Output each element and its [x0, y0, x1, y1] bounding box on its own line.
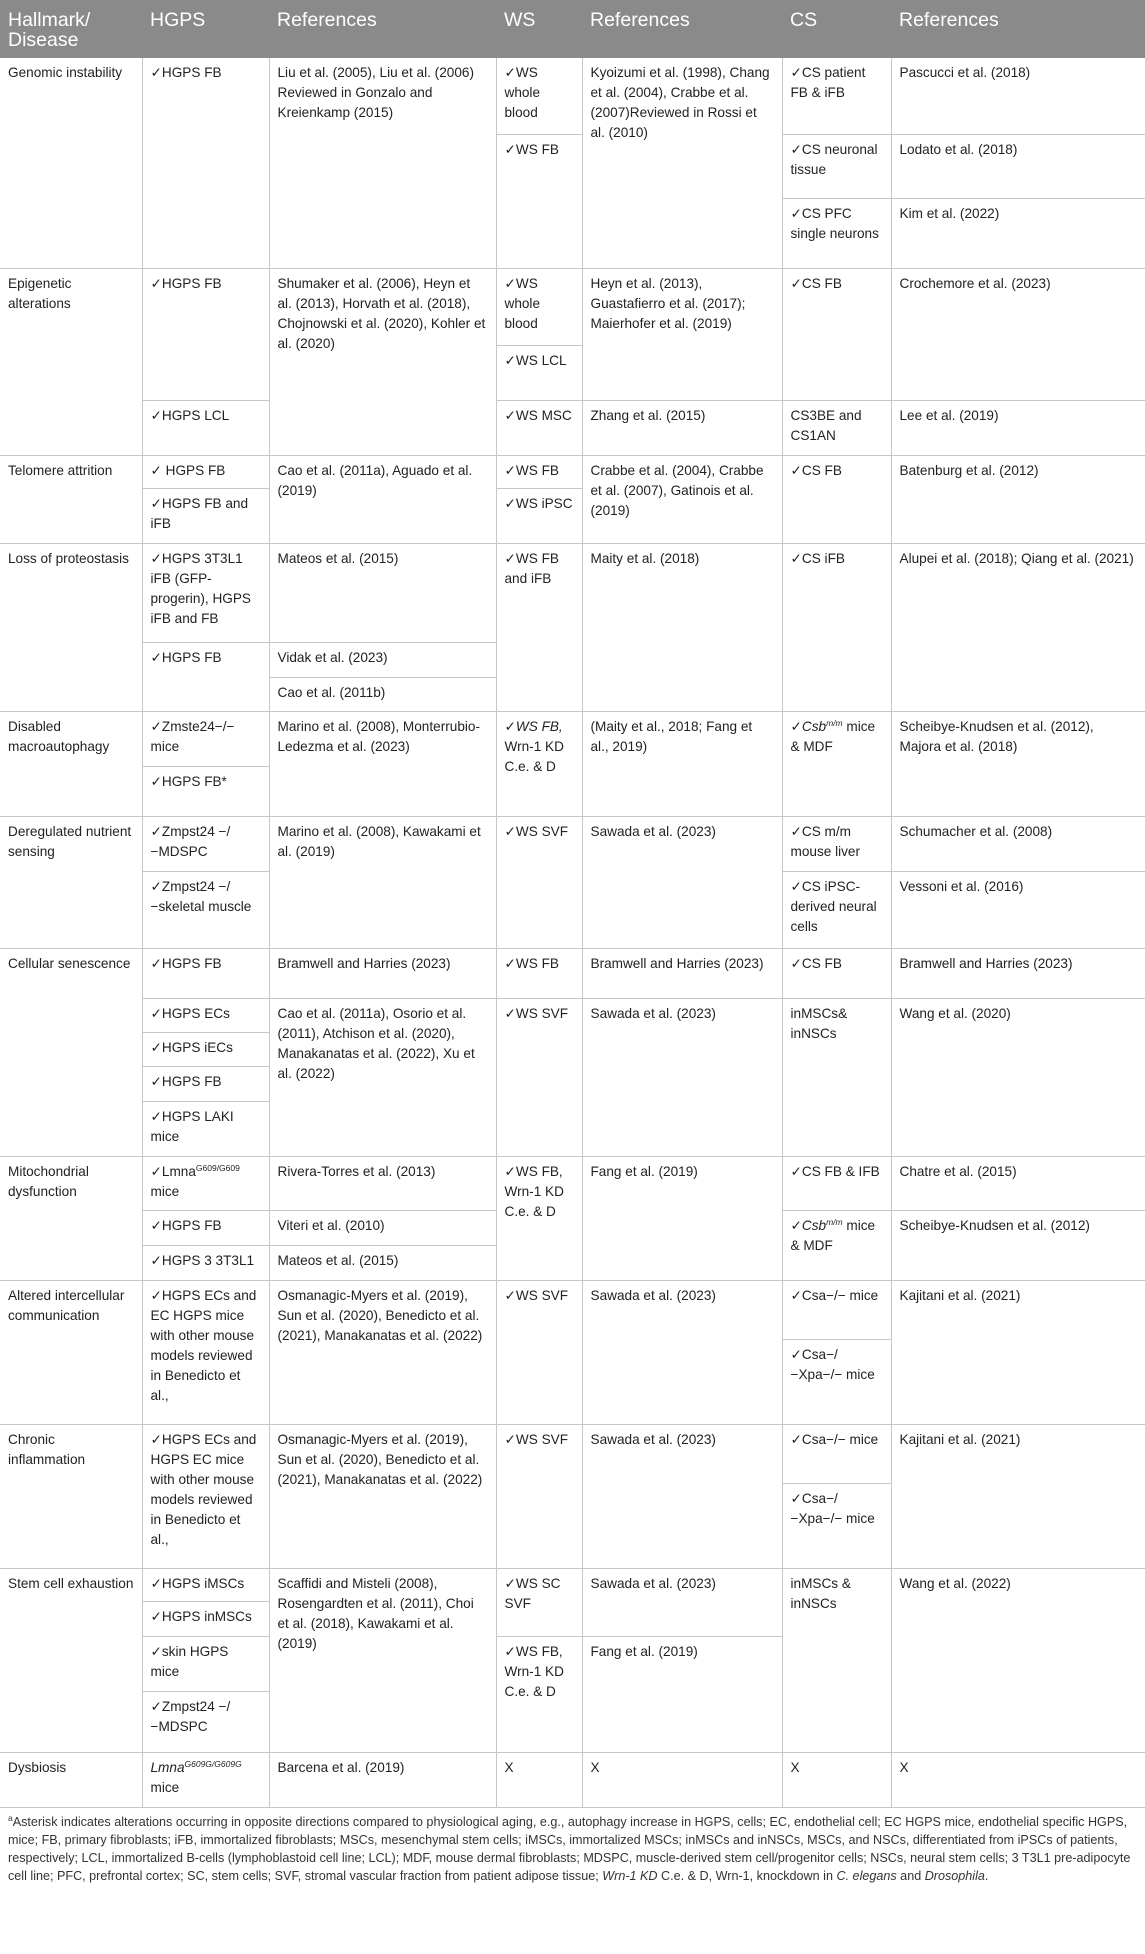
footnote-italic-celegans: C. elegans	[836, 1869, 897, 1883]
hgps-cell: ✓ HGPS FB	[142, 455, 269, 489]
ws-fb-italic: ✓WS FB,	[504, 719, 563, 735]
cs-ref-cell: X	[891, 1753, 1145, 1808]
ws-cell: ✓WS FB, Wrn-1 KD C.e. & D	[496, 1156, 582, 1280]
ws-ref-cell: (Maity et al., 2018; Fang et al., 2019)	[582, 712, 782, 817]
hgps-cell: ✓HGPS LCL	[142, 400, 269, 455]
hallmark-cell: Disabled macroautophagy	[0, 712, 142, 817]
csb-mice-text: mice & MDF	[790, 1218, 876, 1254]
table-row	[0, 269, 1145, 346]
ws-cell	[496, 712, 582, 817]
cs-cell: ✓CS m/m mouse liver	[782, 817, 891, 872]
hgps-ref-cell: Cao et al. (2011a), Osorio et al. (2011), Atchison et al. (2020), Manakanatas et al. (2022), Xu et al. (2022)	[269, 999, 496, 1156]
hgps-cell: ✓HGPS iMSCs	[142, 1568, 269, 1602]
hgps-cell: ✓HGPS FB and iFB	[142, 489, 269, 544]
ws-ref-cell: Sawada et al. (2023)	[582, 817, 782, 949]
cs-cell: ✓CS iFB	[782, 543, 891, 712]
csb-text: ✓Csb	[790, 1218, 827, 1234]
cs-ref-cell: Chatre et al. (2015)	[891, 1156, 1145, 1211]
hgps-cell: ✓HGPS FB	[142, 58, 269, 269]
cs-cell	[782, 1211, 891, 1280]
hgps-cell: ✓Zmpst24 −/−MDSPC	[142, 1691, 269, 1752]
hgps-cell: ✓HGPS iECs	[142, 1032, 269, 1067]
table-row	[0, 817, 1145, 872]
cs-cell: ✓Csa−/− mice	[782, 1280, 891, 1340]
cs-ref-cell: Wang et al. (2020)	[891, 999, 1145, 1156]
table-body	[0, 58, 1145, 1808]
hgps-cell: ✓HGPS ECs and HGPS EC mice with other mouse models reviewed in Benedicto et al.,	[142, 1424, 269, 1568]
cs-ref-cell: Batenburg et al. (2012)	[891, 455, 1145, 543]
ws-ref-cell: Kyoizumi et al. (1998), Chang et al. (2004), Crabbe et al. (2007)Reviewed in Rossi et al. (2010)	[582, 58, 782, 269]
lmna-text: Lmna	[150, 1760, 185, 1776]
cs-cell: CS3BE and CS1AN	[782, 400, 891, 455]
header-row	[0, 0, 1145, 58]
cs-cell: X	[782, 1753, 891, 1808]
header-hgps: HGPS	[142, 0, 269, 58]
footnote-text-3: and	[896, 1869, 925, 1883]
cs-ref-cell: Lee et al. (2019)	[891, 400, 1145, 455]
hgps-ref-cell: Osmanagic-Myers et al. (2019), Sun et al. (2020), Benedicto et al. (2021), Manakanatas et al. (2022)	[269, 1280, 496, 1424]
cs-ref-cell: Vessoni et al. (2016)	[891, 872, 1145, 949]
footnote-italic-wrn: Wrn-1 KD	[602, 1869, 658, 1883]
hgps-cell: ✓Zmpst24 −/−skeletal muscle	[142, 872, 269, 949]
csb-italic	[791, 1218, 843, 1233]
hgps-ref-cell: Marino et al. (2008), Monterrubio-Ledezma et al. (2023)	[269, 712, 496, 817]
ws-cell: ✓WS SVF	[496, 999, 582, 1156]
hallmark-cell: Mitochondrial dysfunction	[0, 1156, 142, 1280]
table-row	[0, 58, 1145, 135]
hallmark-cell: Loss of proteostasis	[0, 543, 142, 712]
table-row	[0, 949, 1145, 999]
table-row	[0, 543, 1145, 642]
ws-ref-cell: Maity et al. (2018)	[582, 543, 782, 712]
cs-cell: ✓Csa−/− mice	[782, 1424, 891, 1484]
cs-ref-cell: Scheibye-Knudsen et al. (2012)	[891, 1211, 1145, 1280]
ws-ref-cell: Fang et al. (2019)	[582, 1636, 782, 1752]
footnote-text-4: .	[984, 1869, 989, 1883]
hgps-ref-cell: Barcena et al. (2019)	[269, 1753, 496, 1808]
ws-ref-cell: X	[582, 1753, 782, 1808]
hallmark-cell: Dysbiosis	[0, 1753, 142, 1808]
ws-ref-cell: Fang et al. (2019)	[582, 1156, 782, 1280]
ws-ref-cell: Sawada et al. (2023)	[582, 999, 782, 1156]
hgps-cell: ✓HGPS FB	[142, 949, 269, 999]
cs-ref-cell: Crochemore et al. (2023)	[891, 269, 1145, 401]
header-hallmark: Hallmark/ Disease	[0, 0, 142, 58]
cs-ref-cell: Kajitani et al. (2021)	[891, 1280, 1145, 1424]
footnote-mark: a	[8, 1813, 13, 1823]
table-row	[0, 1280, 1145, 1340]
ws-ref-cell: Sawada et al. (2023)	[582, 1280, 782, 1424]
ws-cell: ✓WS whole blood	[496, 269, 582, 346]
cs-cell: ✓CS patient FB & iFB	[782, 58, 891, 135]
lmna-mice-text: mice	[150, 1780, 180, 1796]
ws-cell: ✓WS whole blood	[496, 58, 582, 135]
hgps-cell	[142, 1753, 269, 1808]
header-references-cs: References	[891, 0, 1145, 58]
csb-text: ✓Csb	[790, 719, 827, 735]
hallmark-cell: Genomic instability	[0, 58, 142, 269]
cs-ref-cell: Kajitani et al. (2021)	[891, 1424, 1145, 1568]
hallmark-cell: Telomere attrition	[0, 455, 142, 543]
footnote-text: Asterisk indicates alterations occurring in opposite directions compared to physiological aging, e.g., autophagy increase in HGPS, cells; EC, endothelial cell; EC HGPS mice, endothelial specific HGPS, mice; FB, primary fibroblasts; iFB, immortalized fibroblasts; MSCs, mesenchymal stem cells; iMSCs, immortalized MSCs; inMSCs and inNSCs, MSCs, and NSCs, differentiated from iPSCs of patients, respectively; LCL, immortalized B-cells (lymphoblastoid cell line; LCL); MDF, mouse dermal fibroblasts; MDSPC, muscle-derived stem cell/progenitor cells; NSCs, neural stem cells; 3 T3L1 pre-adipocyte cell line; PFC, prefrontal cortex; SC, stem cells; SVF, stromal vascular fraction from patient adipose tissue;	[8, 1815, 1131, 1883]
hgps-ref-cell: Mateos et al. (2015)	[269, 1246, 496, 1281]
csb-italic	[791, 719, 843, 734]
cs-cell: inMSCs & inNSCs	[782, 1568, 891, 1752]
csb-mice-text: mice & MDF	[790, 719, 876, 755]
header-references-hgps: References	[269, 0, 496, 58]
table-footnote	[0, 1810, 1145, 1885]
hallmark-cell: Chronic inflammation	[0, 1424, 142, 1568]
cs-ref-cell: Pascucci et al. (2018)	[891, 58, 1145, 135]
hgps-ref-cell: Cao et al. (2011b)	[269, 677, 496, 712]
cs-ref-cell: Alupei et al. (2018); Qiang et al. (2021)	[891, 543, 1145, 712]
hgps-cell: ✓skin HGPS mice	[142, 1636, 269, 1691]
ws-cell: ✓WS SC SVF	[496, 1568, 582, 1636]
lmna-italic	[151, 1760, 242, 1775]
table-row	[0, 712, 1145, 767]
ws-kd-text: Wrn-1 KD C.e. & D	[504, 739, 564, 775]
hgps-ref-cell: Marino et al. (2008), Kawakami et al. (2019)	[269, 817, 496, 949]
hgps-cell: ✓HGPS FB	[142, 643, 269, 712]
table-row	[0, 1156, 1145, 1211]
cs-ref-cell: Scheibye-Knudsen et al. (2012), Majora et al. (2018)	[891, 712, 1145, 817]
cs-ref-cell: Schumacher et al. (2008)	[891, 817, 1145, 872]
footnote-italic-drosophila: Drosophila	[924, 1869, 985, 1883]
hallmark-cell: Epigenetic alterations	[0, 269, 142, 455]
hgps-cell: ✓HGPS LAKI mice	[142, 1102, 269, 1157]
ws-cell: ✓WS SVF	[496, 1280, 582, 1424]
ws-ref-cell: Zhang et al. (2015)	[582, 400, 782, 455]
ws-cell: ✓WS iPSC	[496, 489, 582, 544]
hgps-ref-cell: Bramwell and Harries (2023)	[269, 949, 496, 999]
footnote-text-2: C.e. & D, Wrn-1, knockdown in	[657, 1869, 837, 1883]
lmna-sup: G609/G609	[195, 1162, 240, 1173]
hgps-ref-cell: Scaffidi and Misteli (2008), Rosengardten et al. (2011), Choi et al. (2018), Kawakami et al. (2019)	[269, 1568, 496, 1752]
lmna-mice-text: mice	[150, 1183, 180, 1199]
cs-ref-cell: Kim et al. (2022)	[891, 198, 1145, 268]
ws-cell: ✓WS LCL	[496, 346, 582, 401]
csb-sup: m/m	[826, 718, 843, 729]
table-row	[0, 400, 1145, 455]
hgps-cell: ✓HGPS FB	[142, 1067, 269, 1102]
hgps-ref-cell: Osmanagic-Myers et al. (2019), Sun et al. (2020), Benedicto et al. (2021), Manakanatas et al. (2022)	[269, 1424, 496, 1568]
ws-cell: ✓WS FB	[496, 135, 582, 269]
hgps-cell: ✓Zmpst24 −/−MDSPC	[142, 817, 269, 872]
hallmark-cell: Cellular senescence	[0, 949, 142, 1157]
hgps-cell: ✓HGPS FB	[142, 269, 269, 401]
ws-cell: ✓WS FB, Wrn-1 KD C.e. & D	[496, 1636, 582, 1752]
lmna-text: ✓Lmna	[150, 1163, 196, 1179]
hgps-ref-cell: Mateos et al. (2015)	[269, 543, 496, 642]
header-ws: WS	[496, 0, 582, 58]
hgps-ref-cell: Shumaker et al. (2006), Heyn et al. (2013), Horvath et al. (2018), Chojnowski et al. (2020), Kohler et al. (2020)	[269, 269, 496, 455]
hgps-ref-cell: Rivera-Torres et al. (2013)	[269, 1156, 496, 1211]
ws-cell: X	[496, 1753, 582, 1808]
hallmark-cell: Deregulated nutrient sensing	[0, 817, 142, 949]
hgps-ref-cell: Vidak et al. (2023)	[269, 643, 496, 678]
hgps-cell: ✓Zmste24−/− mice	[142, 712, 269, 767]
cs-cell: ✓CS FB	[782, 269, 891, 401]
table-row	[0, 1753, 1145, 1808]
hallmark-cell: Stem cell exhaustion	[0, 1568, 142, 1752]
ws-cell: ✓WS MSC	[496, 400, 582, 455]
ws-ref-cell: Sawada et al. (2023)	[582, 1568, 782, 1636]
lmna-sup: G609G/G609G	[184, 1759, 242, 1770]
table-row	[0, 999, 1145, 1033]
cs-cell: ✓Csa−/ −Xpa−/− mice	[782, 1484, 891, 1568]
ws-ref-cell: Heyn et al. (2013), Guastafierro et al. (2017); Maierhofer et al. (2019)	[582, 269, 782, 401]
hgps-cell: ✓HGPS FB	[142, 1211, 269, 1246]
cs-cell	[782, 712, 891, 817]
hgps-cell	[142, 1156, 269, 1211]
ws-cell: ✓WS SVF	[496, 817, 582, 949]
hgps-ref-cell: Cao et al. (2011a), Aguado et al. (2019)	[269, 455, 496, 543]
cs-cell: ✓CS FB & IFB	[782, 1156, 891, 1211]
cs-ref-cell: Lodato et al. (2018)	[891, 135, 1145, 199]
hallmark-cell: Altered intercellular communication	[0, 1280, 142, 1424]
hgps-ref-cell: Liu et al. (2005), Liu et al. (2006) Reviewed in Gonzalo and Kreienkamp (2015)	[269, 58, 496, 269]
hgps-cell: ✓HGPS ECs	[142, 999, 269, 1033]
table-row	[0, 1568, 1145, 1602]
cs-cell: ✓CS FB	[782, 455, 891, 543]
cs-cell: ✓CS neuronal tissue	[782, 135, 891, 199]
hgps-cell: ✓HGPS 3 3T3L1	[142, 1246, 269, 1281]
csb-sup: m/m	[826, 1217, 843, 1228]
table-row	[0, 455, 1145, 489]
cs-cell: ✓CS PFC single neurons	[782, 198, 891, 268]
header-references-ws: References	[582, 0, 782, 58]
hgps-cell: ✓HGPS ECs and EC HGPS mice with other mouse models reviewed in Benedicto et al.,	[142, 1280, 269, 1424]
cs-cell: ✓Csa−/ −Xpa−/− mice	[782, 1340, 891, 1424]
hgps-cell: ✓HGPS inMSCs	[142, 1602, 269, 1637]
ws-ref-cell: Bramwell and Harries (2023)	[582, 949, 782, 999]
hgps-cell: ✓HGPS FB*	[142, 767, 269, 817]
table-row	[0, 1424, 1145, 1484]
cs-cell: ✓CS FB	[782, 949, 891, 999]
ws-cell: ✓WS FB	[496, 455, 582, 489]
ws-cell: ✓WS FB	[496, 949, 582, 999]
cs-cell: inMSCs& inNSCs	[782, 999, 891, 1156]
ws-ref-cell: Crabbe et al. (2004), Crabbe et al. (2007), Gatinois et al. (2019)	[582, 455, 782, 543]
ws-cell: ✓WS FB and iFB	[496, 543, 582, 712]
hgps-ref-cell: Viteri et al. (2010)	[269, 1211, 496, 1246]
ws-cell: ✓WS SVF	[496, 1424, 582, 1568]
cs-ref-cell: Wang et al. (2022)	[891, 1568, 1145, 1752]
header-cs: CS	[782, 0, 891, 58]
hgps-cell: ✓HGPS 3T3L1 iFB (GFP-progerin), HGPS iFB and FB	[142, 543, 269, 642]
ws-ref-cell: Sawada et al. (2023)	[582, 1424, 782, 1568]
cs-ref-cell: Bramwell and Harries (2023)	[891, 949, 1145, 999]
cs-cell: ✓CS iPSC-derived neural cells	[782, 872, 891, 949]
